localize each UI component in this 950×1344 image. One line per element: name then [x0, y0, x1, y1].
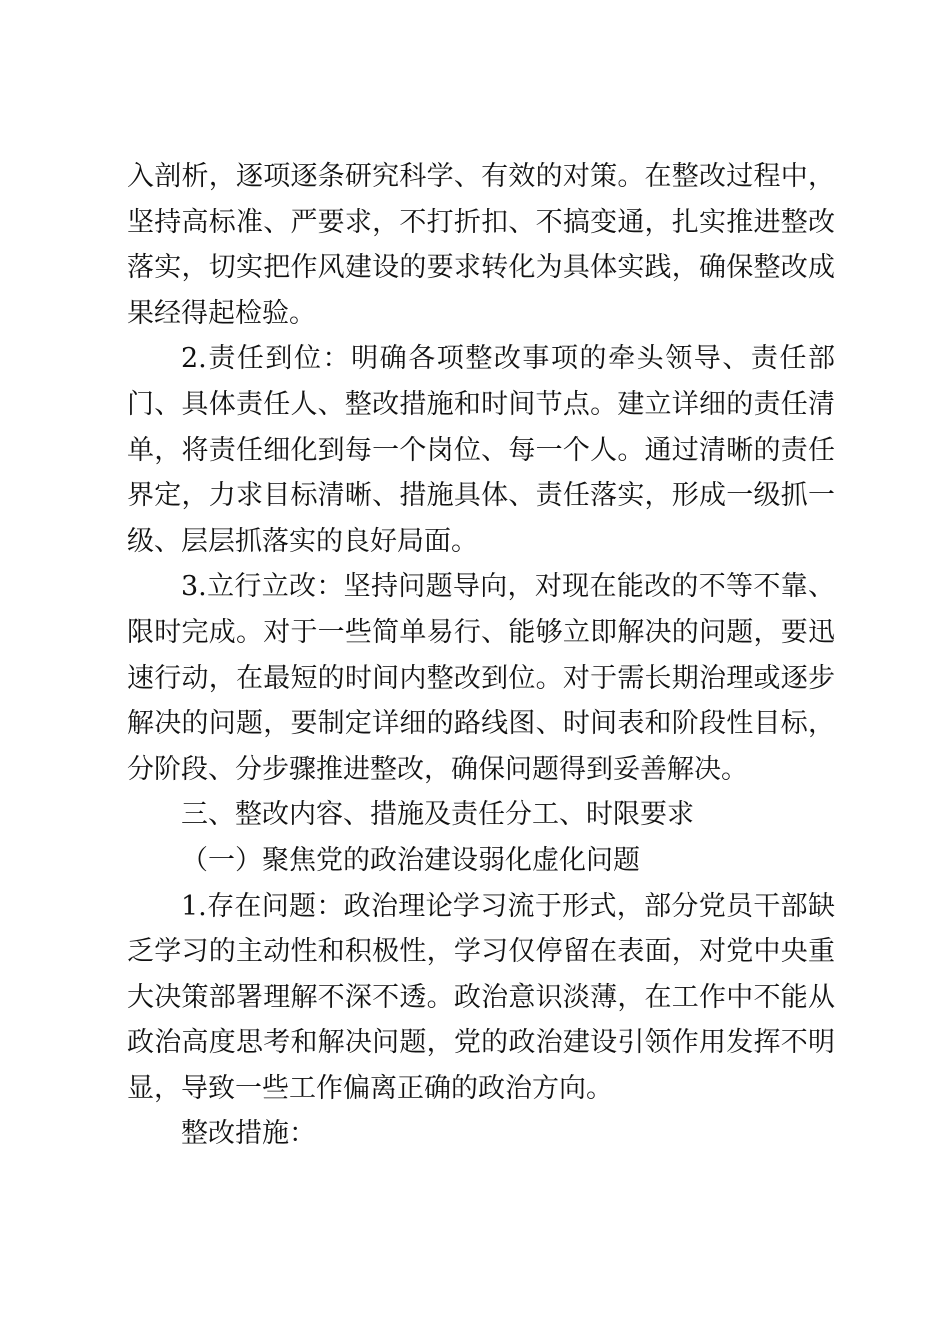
section-heading-three: 三、整改内容、措施及责任分工、时限要求 [181, 799, 694, 831]
paragraph-responsibility: 2.责任到位：明确各项整改事项的牵头领导、责任部门、具体责任人、整改措施和时间节点。建立详细的责任清单，将责任细化到每一个岗位、每一个人。通过清晰的责任界定，力求目标清晰、措施具体、责任落实，形成一级抓一级、层层抓落实的良好局面。 [127, 343, 835, 557]
paragraph-rectification-measures: 整改措施： [181, 1118, 316, 1150]
subsection-heading-one: （一）聚焦党的政治建设弱化虚化问题 [181, 844, 640, 876]
document-page [127, 154, 835, 1157]
paragraph-immediate-action: 3.立行立改：坚持问题导向，对现在能改的不等不靠、限时完成。对于一些简单易行、能够立即解决的问题，要迅速行动，在最短的时间内整改到位。对于需长期治理或逐步解决的问题，要制定详细的路线图、时间表和阶段性目标，分阶段、分步骤推进整改，确保问题得到妥善解决。 [127, 571, 835, 785]
paragraph-existing-problems: 1.存在问题：政治理论学习流于形式，部分党员干部缺乏学习的主动性和积极性，学习仅停留在表面，对党中央重大决策部署理解不深不透。政治意识淡薄，在工作中不能从政治高度思考和解决问题，党的政治建设引领作用发挥不明显，导致一些工作偏离正确的政治方向。 [127, 890, 835, 1104]
paragraph-continuation: 入剖析，逐项逐条研究科学、有效的对策。在整改过程中，坚持高标准、严要求，不打折扣、不搞变通，扎实推进整改落实，切实把作风建设的要求转化为具体实践，确保整改成果经得起检验。 [127, 161, 835, 329]
